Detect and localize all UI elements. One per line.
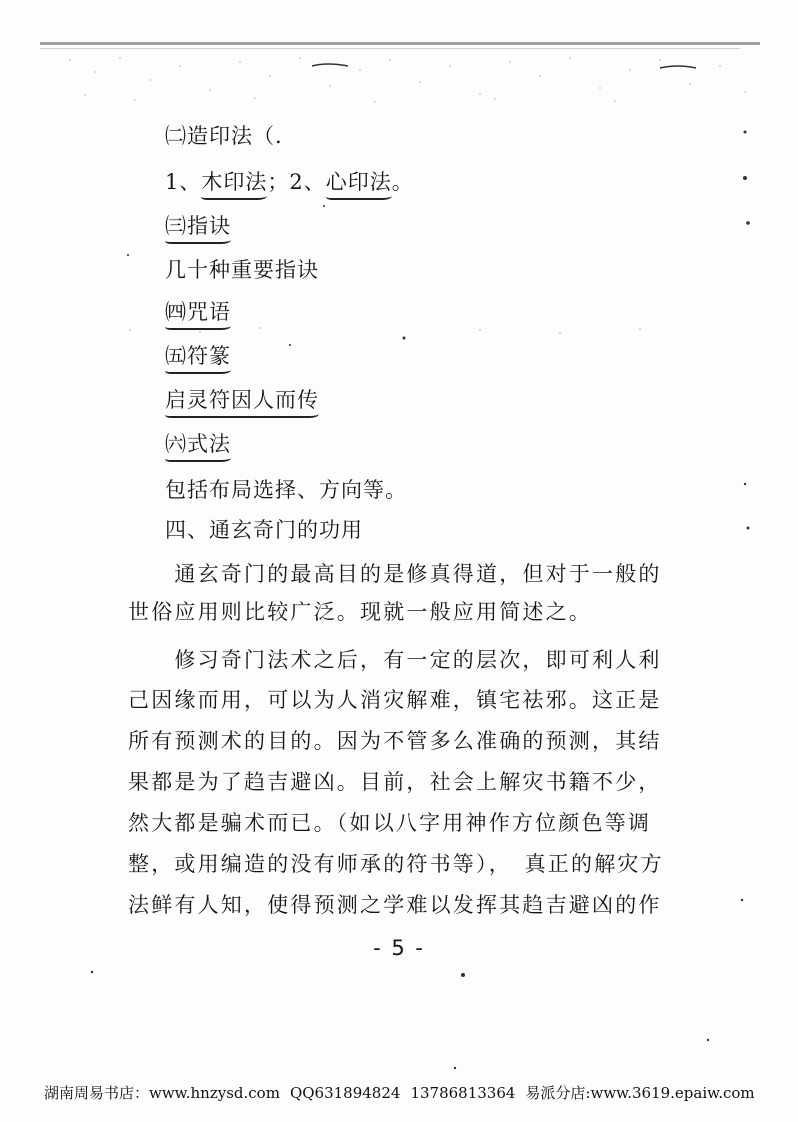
item-zhijue (165, 212, 231, 240)
item-zaoyinfa-text: ㈡造印法（. (165, 124, 283, 148)
item-zhijue-text: ㈢指诀 (165, 214, 231, 244)
section-heading-text: 四、通玄奇门的功用 (165, 518, 363, 542)
paragraph-1-line-1: 通玄奇门的最高目的是修真得道，但对于一般的 (128, 562, 662, 586)
footer-shop-2: 易派分店:www.3619.epaiw.com (525, 1084, 755, 1102)
paragraph-2-line-3: 所有预测术的目的。因为不管多么准确的预测，其结 (128, 729, 662, 753)
section-heading (165, 516, 363, 544)
item-zhijue-desc (165, 256, 319, 284)
paragraph-1-line-2: 世俗应用则比较广泛。现就一般应用简述之。 (128, 600, 592, 624)
item-xinyinfa: 心印法 (326, 170, 392, 200)
paragraph-2-line-7: 法鲜有人知，使得预测之学难以发挥其趋吉避凶的作 (128, 893, 662, 917)
item-fuzhuan-desc-text: 启灵符因人而传 (165, 388, 319, 418)
item-fuzhuan-desc (165, 386, 319, 414)
item-yinfa-end: 。 (391, 170, 414, 194)
paragraph-2-line-5: 然大都是骗术而已。（如以八字用神作方位颜色等调 (128, 811, 652, 835)
footer-qq: QQ631894824 (289, 1084, 401, 1102)
paragraph-2-line-6: 整，或用编造的没有师承的符书等）， 真正的解灾方 (128, 852, 664, 876)
item-fuzhuan (165, 342, 231, 370)
paragraph-2-line-4: 果都是为了趋吉避凶。目前，社会上解灾书籍不少， (128, 770, 662, 794)
item-zhouyu (165, 298, 231, 326)
item-shifa-desc-text: 包括布局选择、方向等。 (165, 478, 407, 502)
page-number: - 5 - (373, 936, 425, 960)
item-muyinfa: 木印法 (201, 170, 267, 200)
footer-phone: 13786813364 (410, 1084, 516, 1102)
footer (44, 1082, 755, 1103)
item-yinfa-mid: ；2、 (267, 170, 326, 194)
item-zhijue-desc-text: 几十种重要指诀 (165, 258, 319, 282)
paragraph-2-line-2: 己因缘而用，可以为人消灾解难，镇宅祛邪。这正是 (128, 688, 662, 712)
item-shifa-text: ㈥式法 (165, 432, 231, 462)
item-fuzhuan-text: ㈤符篆 (165, 344, 231, 374)
item-shifa-desc (165, 476, 407, 504)
item-zhouyu-text: ㈣咒语 (165, 300, 231, 330)
item-shifa (165, 430, 231, 458)
item-zaoyinfa (165, 122, 283, 150)
item-yinfa-list (165, 168, 414, 196)
item-yinfa-prefix: 1、 (165, 170, 202, 194)
footer-shop-1: 湖南周易书店：www.hnzysd.com (44, 1084, 280, 1102)
paragraph-2-line-1: 修习奇门法术之后，有一定的层次，即可利人利 (128, 648, 662, 672)
